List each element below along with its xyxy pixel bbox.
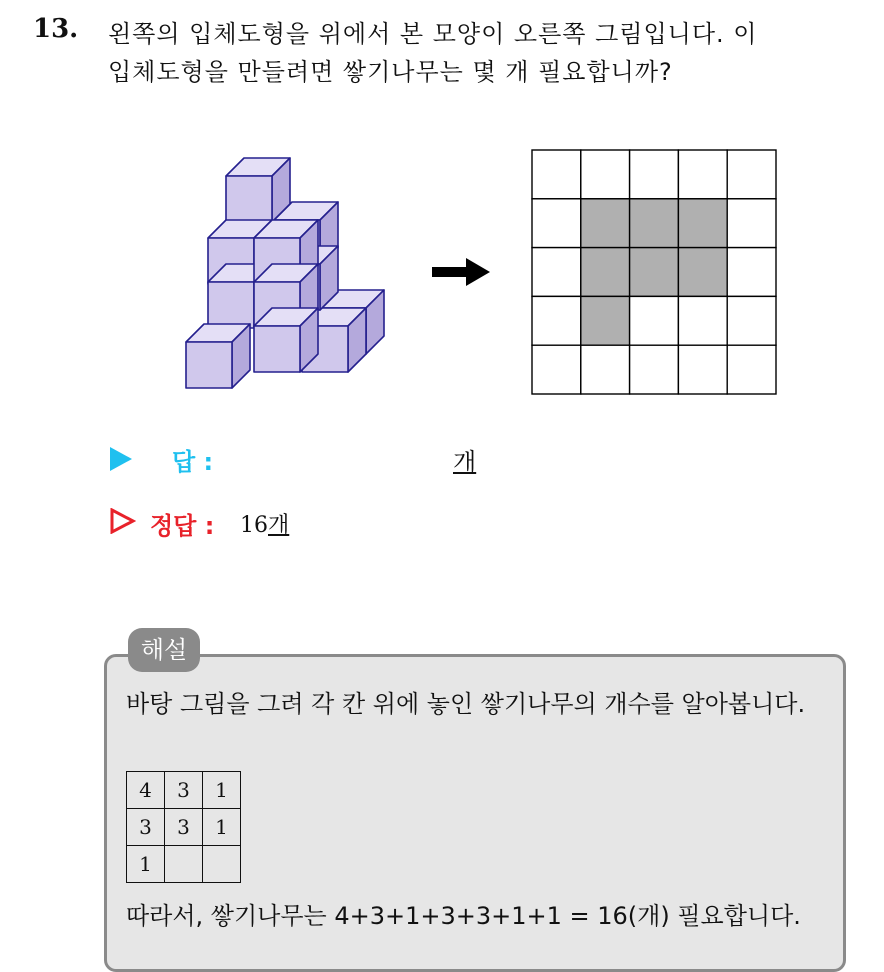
grid-cell: [630, 345, 679, 394]
explanation-tag: 해설: [128, 628, 200, 672]
cube-front: [254, 326, 300, 372]
cube-front: [226, 176, 272, 222]
grid-cell-shaded: [630, 248, 679, 297]
question-number: 13.: [33, 14, 79, 44]
table-cell: 1: [203, 772, 241, 809]
correct-marker-icon: [110, 508, 136, 534]
table-row: [127, 846, 241, 883]
table-cell: 3: [127, 809, 165, 846]
grid-cell: [532, 345, 581, 394]
question-line-2: 입체도형을 만들려면 쌓기나무는 몇 개 필요합니까?: [108, 58, 673, 86]
answer-unit: 개: [453, 448, 477, 476]
correct-answer-value: [240, 508, 289, 539]
grid-cell: [532, 199, 581, 248]
answer-label: 답 :: [172, 448, 214, 476]
grid-cell: [727, 248, 776, 297]
grid-cell: [581, 345, 630, 394]
cube-stack-figure: [186, 158, 384, 388]
arrow-icon: [432, 258, 490, 286]
grid-cell-shaded: [678, 248, 727, 297]
explanation-conclusion: 따라서, 쌓기나무는 4+3+1+3+3+1+1 = 16(개) 필요합니다.: [126, 902, 801, 930]
table-cell: 4: [127, 772, 165, 809]
grid-cell: [727, 345, 776, 394]
cube-front: [186, 342, 232, 388]
grid-cell: [532, 296, 581, 345]
grid-cell: [727, 150, 776, 199]
correct-answer-unit: 개: [268, 513, 290, 538]
correct-answer-number: 16: [240, 513, 268, 538]
table-cell: [165, 846, 203, 883]
grid-cell-shaded: [630, 199, 679, 248]
grid-cell: [581, 150, 630, 199]
table-cell: 3: [165, 809, 203, 846]
grid-cell-shaded: [581, 199, 630, 248]
explanation-text: 바탕 그림을 그려 각 칸 위에 놓인 쌓기나무의 개수를 알아봅니다.: [126, 690, 806, 718]
grid-cell: [678, 150, 727, 199]
cube-front: [208, 282, 254, 328]
grid-cell: [532, 150, 581, 199]
table-row: [127, 809, 241, 846]
grid-cell-shaded: [581, 248, 630, 297]
grid-cell: [630, 150, 679, 199]
grid-cell-shaded: [678, 199, 727, 248]
table-cell: [203, 846, 241, 883]
top-view-grid: [532, 150, 776, 394]
figure: [0, 0, 884, 440]
question-line-1: 왼쪽의 입체도형을 위에서 본 모양이 오른쪽 그림입니다. 이: [108, 20, 758, 48]
grid-cell: [727, 199, 776, 248]
count-table: [126, 771, 241, 883]
grid-cell: [678, 296, 727, 345]
table-cell: 3: [165, 772, 203, 809]
table-cell: 1: [203, 809, 241, 846]
grid-cell: [727, 296, 776, 345]
table-row: [127, 772, 241, 809]
grid-cell: [678, 345, 727, 394]
grid-cell: [630, 296, 679, 345]
table-cell: 1: [127, 846, 165, 883]
grid-cell-shaded: [581, 296, 630, 345]
answer-marker-icon: [110, 447, 132, 471]
grid-cell: [532, 248, 581, 297]
correct-answer-label: 정답 :: [150, 512, 215, 540]
